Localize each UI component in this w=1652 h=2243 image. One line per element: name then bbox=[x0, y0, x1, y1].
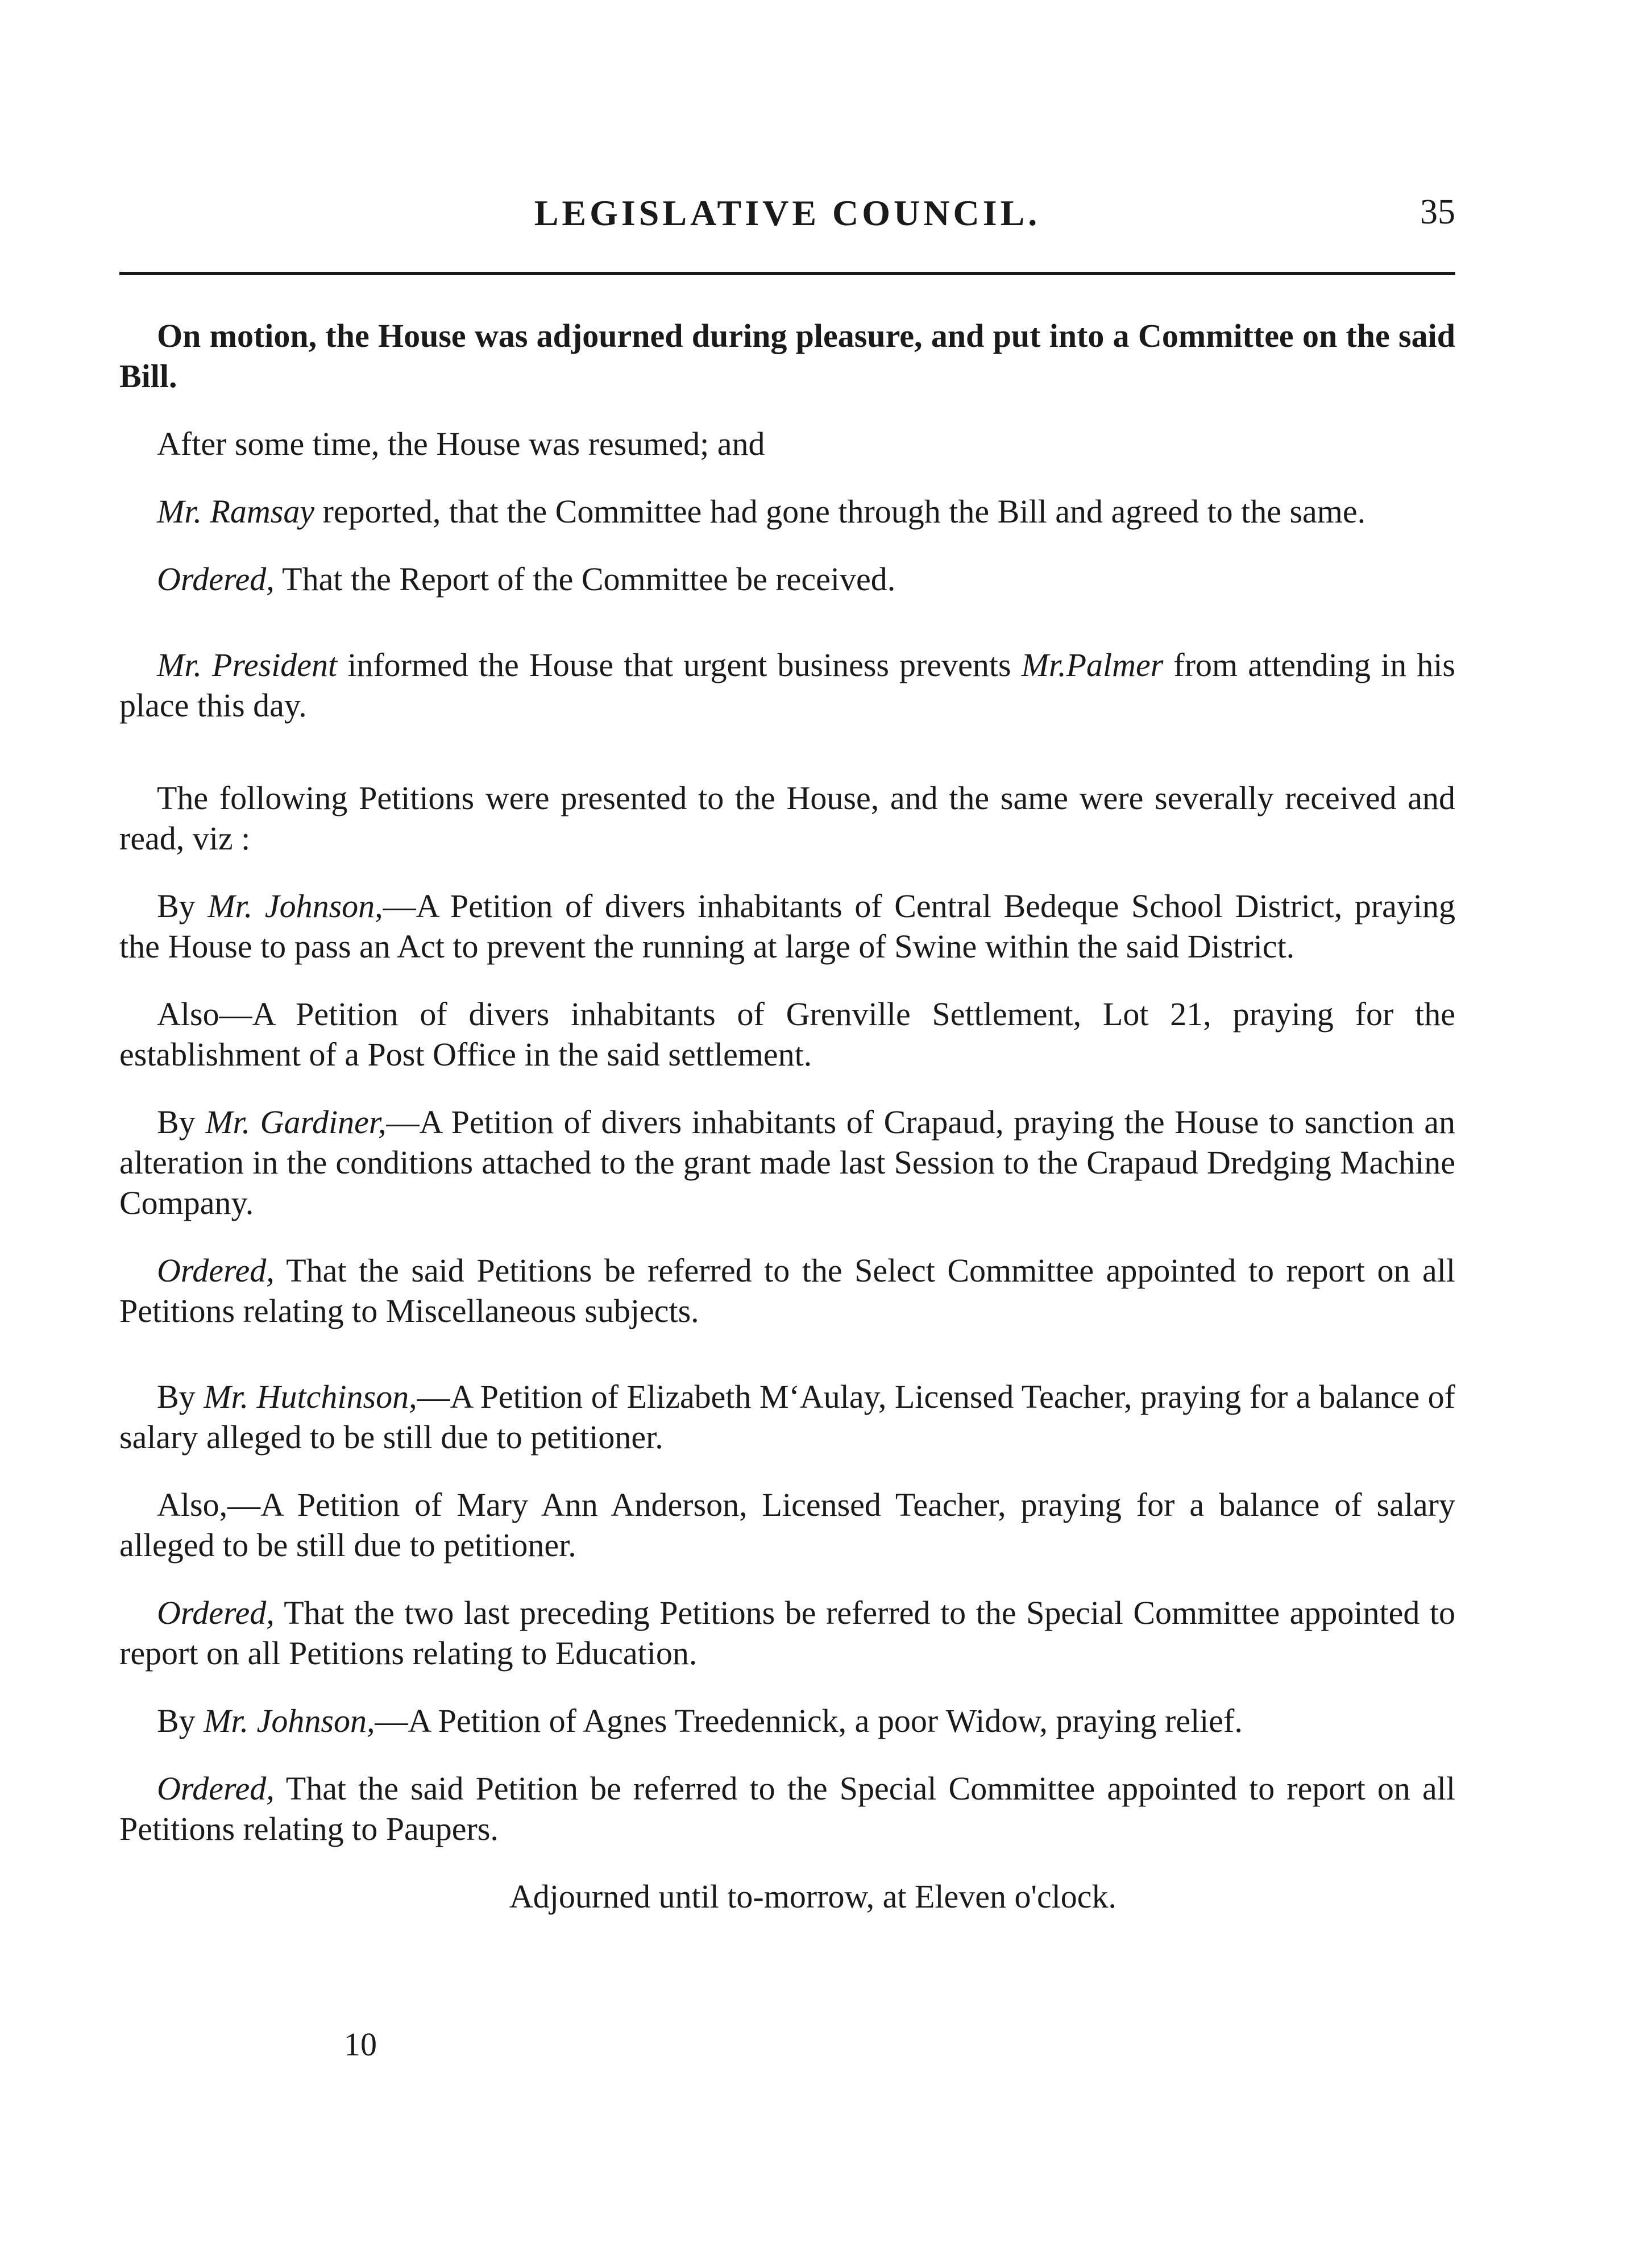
paragraph-text: —A Petition of divers inhabitants of Crapaud, praying the House to sanction an alteration in the conditions attached to the grant made last Session to the Crapaud Dredging Machine Company. bbox=[119, 1104, 1456, 1221]
paragraph-text: Also,—A Petition of Mary Ann Anderson, Licensed Teacher, praying for a balance of salary alleged to be still due to petitioner. bbox=[119, 1486, 1455, 1564]
paragraph-6 bbox=[119, 778, 1455, 859]
adjournment-line: Adjourned until to-morrow, at Eleven o'clock. bbox=[509, 1878, 1117, 1915]
paragraph-text: —A Petition of Agnes Treedennick, a poor Widow, praying relief. bbox=[375, 1702, 1243, 1739]
paragraph-text: —A Petition of Elizabeth M‘Aulay, Licensed Teacher, praying for a balance of salary alleged to be still due to petitioner. bbox=[119, 1378, 1455, 1456]
paragraph-text: After some time, the House was resumed; and bbox=[157, 425, 765, 462]
paragraph-5 bbox=[119, 645, 1455, 725]
member-name: Mr.Palmer bbox=[1021, 646, 1164, 683]
paragraph-4 bbox=[119, 559, 1455, 599]
speaker-name: Mr. President bbox=[157, 646, 338, 683]
paragraph-text: reported, that the Committee had gone through the Bill and agreed to the same. bbox=[314, 493, 1366, 530]
paragraph-15 bbox=[119, 1768, 1455, 1849]
page-number: 35 bbox=[1420, 193, 1455, 231]
paragraph-prefix: By bbox=[157, 1378, 204, 1415]
body-text bbox=[119, 316, 1455, 1944]
member-name: Mr. Hutchinson, bbox=[204, 1378, 417, 1415]
paragraph-prefix: By bbox=[157, 1104, 206, 1141]
paragraph-2 bbox=[119, 424, 1455, 464]
paragraph-13 bbox=[119, 1593, 1455, 1673]
paragraph-9 bbox=[119, 1102, 1455, 1223]
paragraph-7 bbox=[119, 886, 1455, 967]
paragraph-text: That the said Petition be referred to the Special Committee appointed to report on all Petitions relating to Paupers. bbox=[119, 1770, 1455, 1847]
paragraph-3 bbox=[119, 491, 1455, 532]
member-name: Mr. Johnson, bbox=[207, 888, 383, 924]
paragraph-14 bbox=[119, 1701, 1455, 1741]
paragraph-8 bbox=[119, 994, 1455, 1075]
paragraph-11 bbox=[119, 1377, 1455, 1457]
speaker-name: Mr. Ramsay bbox=[157, 493, 315, 530]
paragraph-prefix: By bbox=[157, 888, 208, 924]
signature-mark: 10 bbox=[344, 2026, 377, 2063]
paragraph-text: On motion, the House was adjourned during pleasure, and put into a Committee on the said Bill. bbox=[119, 317, 1455, 395]
ordered-lead: Ordered, bbox=[157, 1770, 275, 1807]
running-title: LEGISLATIVE COUNCIL. bbox=[534, 193, 1041, 233]
member-name: Mr. Gardiner, bbox=[205, 1104, 387, 1141]
paragraph-1 bbox=[119, 316, 1455, 396]
paragraph-prefix: By bbox=[157, 1702, 204, 1739]
ordered-lead: Ordered, bbox=[157, 1252, 275, 1289]
paragraph-text: That the Report of the Committee be received. bbox=[274, 561, 896, 598]
paragraph-12 bbox=[119, 1485, 1455, 1565]
paragraph-text: The following Petitions were presented to the House, and the same were severally received and read, viz : bbox=[119, 780, 1455, 857]
paragraph-text: from attending in his place this day. bbox=[119, 646, 1455, 724]
paragraph-text: —A Petition of divers inhabitants of Central Bedeque School District, praying the House to pass an Act to prevent the running at large of Swine within the said District. bbox=[119, 888, 1455, 965]
ordered-lead: Ordered, bbox=[157, 561, 275, 598]
document-page bbox=[119, 0, 1455, 2243]
paragraph-10 bbox=[119, 1250, 1455, 1331]
member-name: Mr. Johnson, bbox=[204, 1702, 375, 1739]
header-rule bbox=[119, 272, 1455, 275]
page-header bbox=[119, 192, 1455, 243]
paragraph-text: That the two last preceding Petitions be referred to the Special Committee appointed to report on all Petitions relating to Education. bbox=[119, 1594, 1455, 1672]
paragraph-text: That the said Petitions be referred to the Select Committee appointed to report on all Petitions relating to Miscellaneous subjects. bbox=[119, 1252, 1455, 1329]
paragraph-text: Also—A Petition of divers inhabitants of Grenville Settlement, Lot 21, praying for the establishment of a Post Office in the said settlement. bbox=[119, 996, 1455, 1073]
paragraph-text: informed the House that urgent business prevents bbox=[337, 646, 1022, 683]
ordered-lead: Ordered, bbox=[157, 1594, 275, 1631]
